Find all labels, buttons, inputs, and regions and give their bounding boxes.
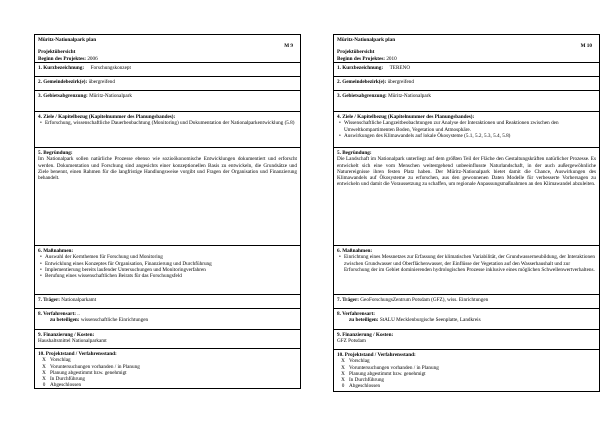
- field-gebietsabgrenzung: [334, 91, 599, 112]
- field-value: Müritz-Nationalpark: [89, 93, 132, 99]
- status-mark: X: [42, 363, 46, 370]
- plan-title: Müritz-Nationalpark plan: [337, 37, 396, 43]
- status-text: Planung abgestimmt bzw. genehmigt: [50, 369, 127, 376]
- field-gemeindebezirk: [35, 77, 300, 91]
- field-value: GeoForschungsZentrum Potsdam (GFZ), wiss. Einrichtungen: [360, 297, 489, 303]
- field-label: 1. Kurzbezeichnung:: [38, 65, 85, 71]
- field-projektstand: [334, 350, 599, 389]
- sheet-header: [35, 35, 300, 63]
- field-verfahrensart: [35, 309, 300, 330]
- field-label: 10. Projektstand / Verfahrensstand:: [38, 351, 117, 357]
- field-label: 2. Gemeindebezirk(e):: [337, 79, 387, 85]
- field-ziele: [35, 112, 300, 148]
- field-text: Die Landschaft im Nationalpark unterliegt auf dem größten Teil der Fläche den Gestaltungskräften natürlicher Prozesse. Es entwickelt sich eine vom Menschen weitestgehend unbeeinflusste Naturlandschaft, in der auch außergewöhnliche Naturereignisse ihren festen Platz haben. Der Müritz-Nationalpark bietet damit die Chance, Auswirkungen des Klimawandels auf Ökosysteme zu erforschen, aus den gewonnenen Daten Modelle für verbesserte Vorhersagen zu entwickeln und damit die Voraussetzung zu schaffen, um regionale Anpassungsmaßnahmen an den Klimawandel abzuleiten.: [337, 156, 596, 188]
- field-begruendung: [35, 148, 300, 246]
- status-text: In Durchführung: [50, 376, 86, 383]
- status-text: Abgeschlossen: [349, 383, 381, 389]
- field-label: 8. Verfahrensart:: [337, 311, 375, 317]
- status-text: Voruntersuchungen vorhanden / in Planung: [50, 363, 140, 370]
- status-text: Vorschlag: [349, 358, 370, 365]
- plan-title: Müritz-Nationalpark plan: [38, 37, 97, 43]
- status-text: In Durchführung: [349, 377, 385, 384]
- status-mark: X: [42, 357, 46, 364]
- status-mark: X: [42, 369, 46, 376]
- field-begruendung: [334, 148, 599, 246]
- status-mark: X: [341, 377, 345, 384]
- field-label: 5. Begründung:: [337, 150, 372, 156]
- field-subvalue: StALU Mecklenburgische Seenplatte, Landkreis: [379, 317, 481, 324]
- field-label: 2. Gemeindebezirk(e):: [38, 79, 88, 85]
- field-value: TERENO: [389, 65, 411, 71]
- field-label: 10. Projektstand / Verfahrensstand:: [337, 352, 416, 358]
- begin-label: Beginn des Projektes:: [337, 55, 386, 62]
- begin-label: Beginn des Projektes:: [38, 55, 87, 62]
- field-label: 4. Ziele / Kapitelbezug (Kapitelnummer des Planungsbandes):: [38, 114, 176, 120]
- field-value: übergreifend: [88, 79, 115, 85]
- field-finanzierung: [35, 330, 300, 349]
- status-text: Abgeschlossen: [50, 382, 82, 388]
- field-massnahmen: [334, 246, 599, 295]
- list-item: • Einrichtung eines Messnetzes zur Erfassung der klimatischen Variabilität, der Grundwasserneubildung, der Interaktionen zwischen Grundwasser und Oberflächenwasser, der Einflüsse der Vegetation auf den Wasserhaushalt und zur Erforschung der im Gebiet dominierenden hydrologischen Prozesse inklusive eines möglichen Schwellenwertverhaltens.: [337, 254, 596, 273]
- field-verfahrensart: [334, 309, 599, 330]
- field-label: 1. Kurzbezeichnung:: [337, 65, 384, 71]
- field-subvalue: wissenschaftliche Einrichtungen: [80, 317, 149, 324]
- field-massnahmen: [35, 246, 300, 295]
- field-ziele: [334, 112, 599, 148]
- status-mark: 0: [341, 383, 345, 389]
- sheet-code: M 10: [580, 43, 592, 50]
- field-value: Müritz-Nationalpark: [388, 93, 431, 99]
- sheet-subtitle: Projektübersicht: [38, 49, 76, 56]
- status-text: Vorschlag: [50, 357, 71, 364]
- list-item: • Auswirkungen des Klimawandels auf lokale Ökosysteme (5.1, 5.2, 5.3, 5.4, 5.8): [337, 133, 596, 139]
- field-label: 5. Begründung:: [38, 150, 73, 156]
- list-item: • Berufung eines wissenschaftlichen Beirats für das Forschungsfeld: [38, 273, 297, 279]
- project-sheet-m10: [333, 34, 600, 392]
- field-traeger: [334, 295, 599, 309]
- status-item: [38, 382, 297, 388]
- status-mark: X: [341, 370, 345, 377]
- list-item: • Wissenschaftliche Langzeitbeobachtungen zur Analyse der Interaktionen und Reaktionen zwischen den Umweltkompartimenten Boden, Vegetation und Atmosphäre.: [337, 120, 596, 133]
- field-value: Forschungskonzept: [90, 65, 131, 71]
- field-gemeindebezirk: [334, 77, 599, 91]
- status-text: Planung abgestimmt bzw. genehmigt: [349, 370, 426, 377]
- field-sublabel: zu beteiligen:: [349, 317, 379, 324]
- begin-value: 2010: [386, 55, 397, 62]
- sheet-code: M 9: [284, 43, 293, 50]
- sheet-header: [334, 35, 599, 63]
- field-sublabel: zu beteiligen:: [50, 317, 80, 324]
- field-text: Im Nationalpark sollen natürliche Prozesse ebenso wie sozioökonomische Entwicklungen dokumentiert und erforscht werden. Dokumentation und Forschung sind angesichts einer konzeptionellen Basis zu entwickeln, die Grundsätze und Ziele benennt, einen Rahmen für die langfristige Handlungsweise vorgibt und Fragen der Organisation und Finanzierung behandelt.: [38, 156, 297, 182]
- field-gebietsabgrenzung: [35, 91, 300, 112]
- field-label: 9. Finanzierung / Kosten:: [337, 332, 394, 338]
- status-mark: X: [42, 376, 46, 383]
- field-label: 6. Maßnahmen:: [38, 248, 74, 254]
- project-sheet-m9: [34, 34, 301, 389]
- field-value: GFZ Potsdam: [337, 338, 366, 345]
- list-item: • Entwicklung eines Konzeptes für Organisation, Finanzierung und Durchführung: [38, 261, 297, 267]
- field-projektstand: [35, 349, 300, 388]
- field-value: Nationalparkamt: [61, 297, 97, 303]
- field-kurzbezeichnung: [334, 63, 599, 77]
- field-label: 7. Träger:: [38, 297, 60, 303]
- field-value: Haushaltsmittel Nationalparkamt: [38, 338, 107, 345]
- field-label: 4. Ziele / Kapitelbezug (Kapitelnummer des Planungsbandes):: [337, 114, 475, 120]
- list-item: • Erforschung, wissenschaftliche Dauerbeobachtung (Monitoring) und Dokumentation der Nationalparkentwicklung (5.8): [38, 120, 297, 126]
- list-item: • Implementierung bereits laufender Untersuchungen und Monitoringverfahren: [38, 267, 297, 273]
- field-value: ..: [77, 311, 80, 317]
- field-label: 3. Gebietsabgrenzung:: [337, 93, 387, 99]
- status-item: [337, 383, 596, 389]
- field-value: übergreifend: [387, 79, 414, 85]
- status-mark: X: [341, 364, 345, 371]
- sheet-subtitle: Projektübersicht: [337, 49, 375, 56]
- begin-value: 2006: [87, 55, 98, 62]
- field-label: 6. Maßnahmen:: [337, 248, 373, 254]
- field-label: 8. Verfahrensart:: [38, 311, 76, 317]
- field-label: 3. Gebietsabgrenzung:: [38, 93, 88, 99]
- field-kurzbezeichnung: [35, 63, 300, 77]
- field-finanzierung: [334, 330, 599, 350]
- field-label: 9. Finanzierung / Kosten:: [38, 332, 95, 338]
- status-text: Voruntersuchungen vorhanden / in Planung: [349, 364, 439, 371]
- list-item: • Auswahl der Kernthemen für Forschung und Monitoring: [38, 254, 297, 260]
- status-mark: X: [341, 358, 345, 365]
- field-label: 7. Träger:: [337, 297, 359, 303]
- field-traeger: [35, 295, 300, 309]
- status-mark: 0: [42, 382, 46, 388]
